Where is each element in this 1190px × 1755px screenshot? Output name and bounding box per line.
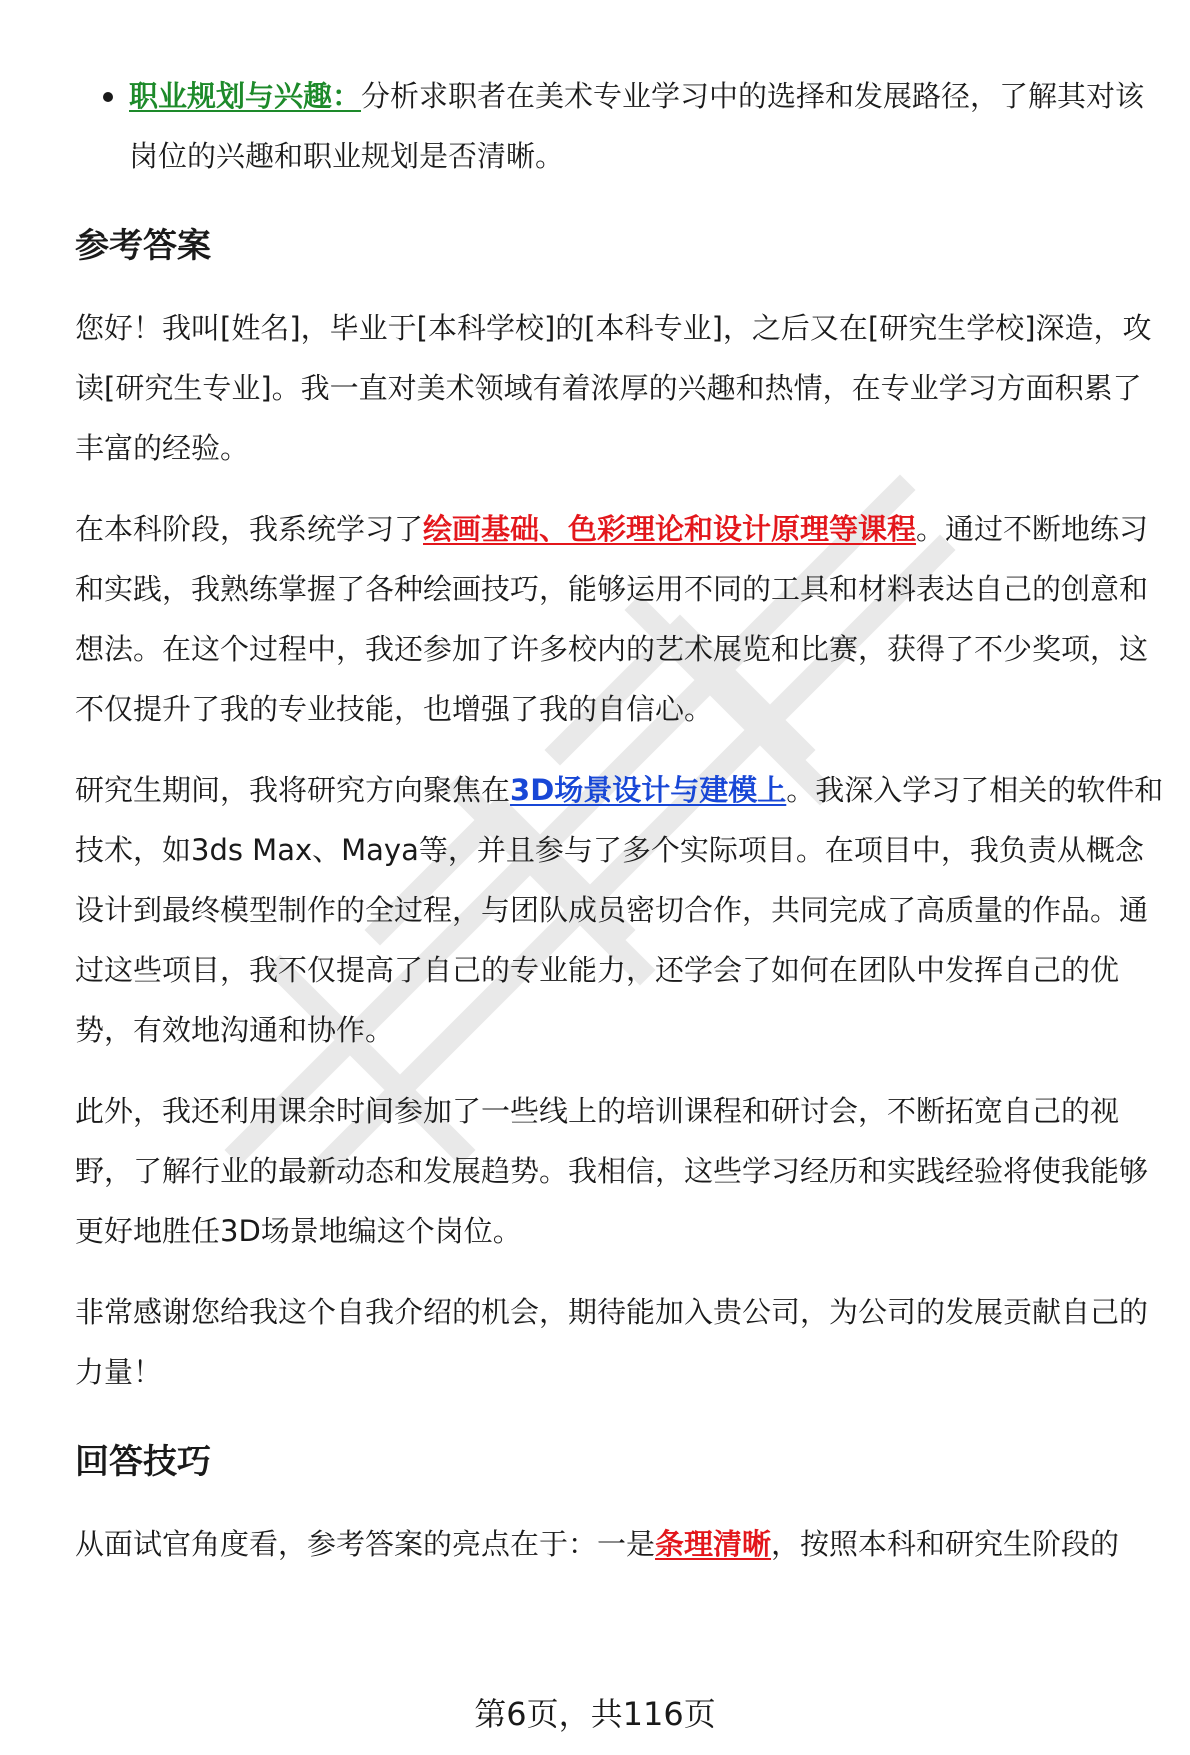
paragraph-graduate [75,760,1165,1060]
text-segment: 。通过不断地练习和实践，我熟练掌握了各种绘画技巧，能够运用不同的工具和材料表达自己的创意和想法。在这个过程中，我还参加了许多校内的艺术展览和比赛，获得了不少奖项，这不仅提升了我的专业技能，也增强了我的自信心。 [75,512,1149,726]
list-item [75,66,1165,186]
document-body [75,66,1165,1574]
text-segment: ，按照本科和研究生阶段的 [771,1527,1120,1561]
paragraph-extra: 此外，我还利用课余时间参加了一些线上的培训课程和研讨会，不断拓宽自己的视野，了解行业的最新动态和发展趋势。我相信，这些学习经历和实践经验将使我能够更好地胜任3D场景地编这个岗位。 [75,1094,1149,1248]
text-segment: 在本科阶段，我系统学习了 [75,512,424,546]
paragraph-undergraduate [75,499,1165,739]
highlight-clear: 条理清晰 [655,1527,772,1561]
section-heading-tips: 回答技巧 [75,1442,211,1482]
bullet-dot-icon [103,92,113,102]
paragraph-tips [75,1514,1165,1574]
bullet-text: 分析求职者在美术专业学习中的选择和发展路径，了解其对该岗位的兴趣和职业规划是否清晰。 [129,79,1145,173]
highlight-research: 3D场景设计与建模上 [510,773,787,807]
section-heading-answer: 参考答案 [75,226,211,266]
paragraph-intro: 您好！我叫[姓名]，毕业于[本科学校]的[本科专业]，之后又在[研究生学校]深造，攻读[研究生专业]。我一直对美术领域有着浓厚的兴趣和热情，在专业学习方面积累了丰富的经验。 [75,311,1152,465]
paragraph-thanks: 非常感谢您给我这个自我介绍的机会，期待能加入贵公司，为公司的发展贡献自己的力量！ [75,1295,1149,1389]
highlight-courses: 绘画基础、色彩理论和设计原理等课程 [423,512,917,546]
text-segment: 研究生期间，我将研究方向聚焦在 [75,773,511,807]
text-segment: 从面试官角度看，参考答案的亮点在于：一是 [75,1527,656,1561]
bullet-label: 职业规划与兴趣： [129,79,362,113]
text-segment: 。我深入学习了相关的软件和技术，如3ds Max、Maya等，并且参与了多个实际项目。在项目中，我负责从概念设计到最终模型制作的全过程，与团队成员密切合作，共同完成了高质量的作品。通过这些项目，我不仅提高了自己的专业能力，还学会了如何在团队中发挥自己的优势，有效地沟通和协作。 [75,773,1164,1047]
page-number: 第6页，共116页 [474,1695,716,1733]
